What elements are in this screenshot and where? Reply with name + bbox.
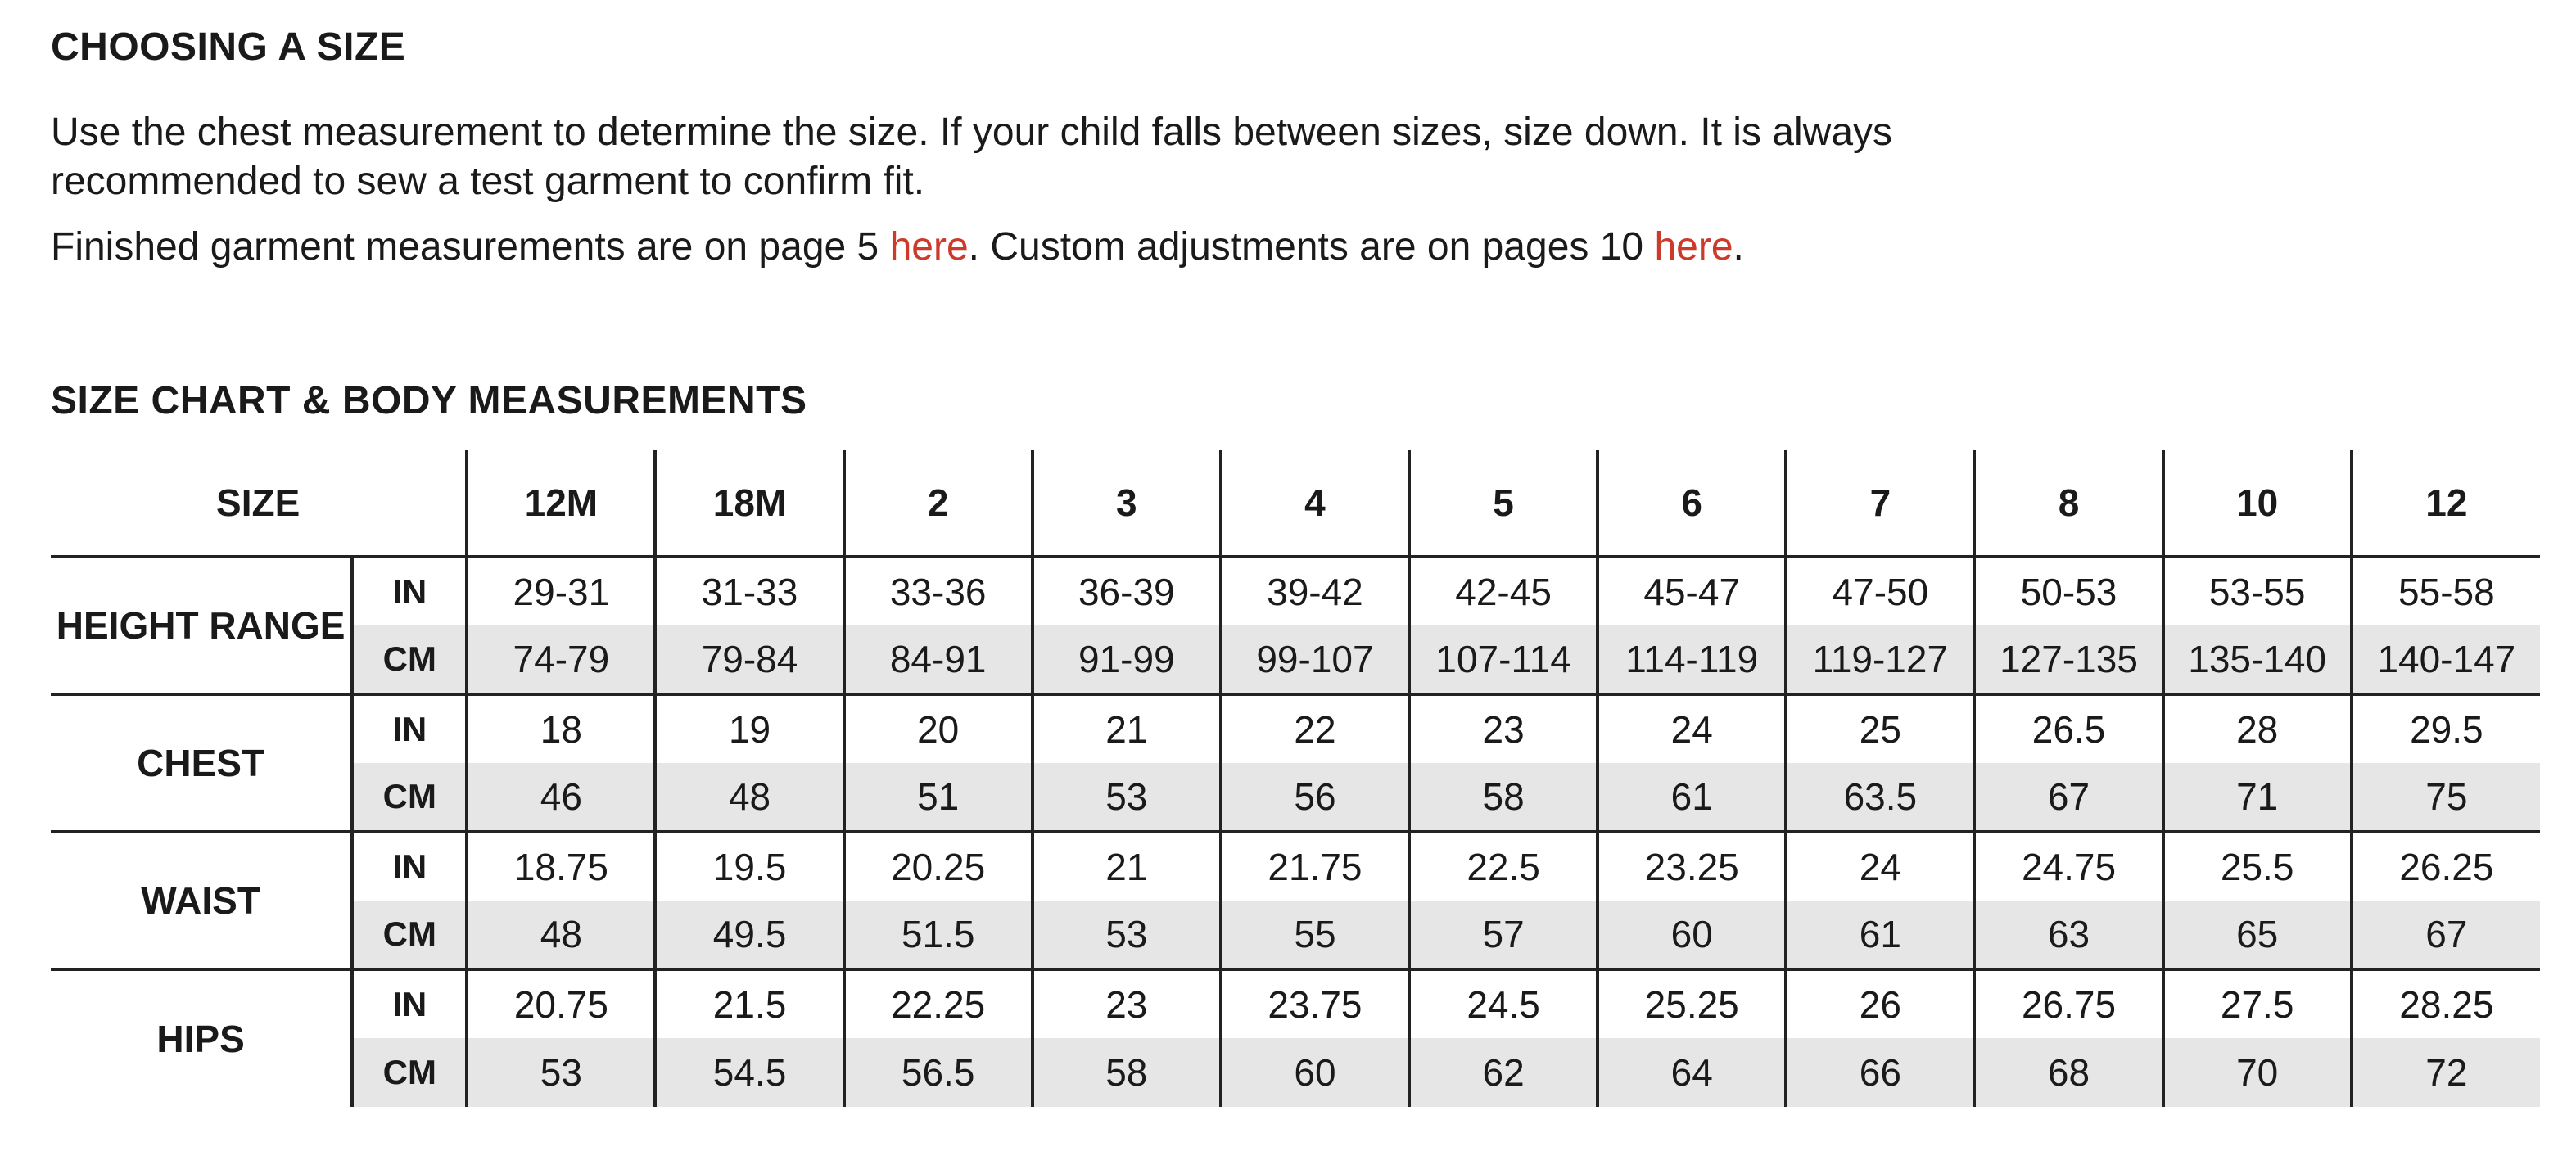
measurement-cell: 36-39 [1033, 557, 1221, 625]
measurement-cell: 55 [1221, 901, 1409, 969]
measurement-cell: 39-42 [1221, 557, 1409, 625]
measurement-cell: 26.5 [1974, 694, 2162, 763]
measurement-cell: 99-107 [1221, 625, 1409, 694]
size-header-cell: 5 [1409, 450, 1598, 557]
measurement-cell: 53 [467, 1038, 655, 1107]
unit-label: IN [352, 969, 467, 1038]
measurement-row [51, 901, 2540, 969]
measurement-cell: 18.75 [467, 832, 655, 901]
measurement-cell: 21 [1033, 694, 1221, 763]
measurement-cell: 65 [2163, 901, 2352, 969]
size-header-cell: 2 [844, 450, 1033, 557]
size-column-header: SIZE [51, 450, 467, 557]
measurement-row [51, 969, 2540, 1038]
measurement-cell: 67 [2352, 901, 2540, 969]
measurement-cell: 127-135 [1974, 625, 2162, 694]
measurement-cell: 19 [655, 694, 843, 763]
size-header-cell: 4 [1221, 450, 1409, 557]
unit-label: CM [352, 1038, 467, 1107]
reference-text-c: . [1733, 225, 1744, 269]
measurement-cell: 24 [1786, 832, 1974, 901]
measurement-cell: 114-119 [1598, 625, 1786, 694]
measurement-cell: 79-84 [655, 625, 843, 694]
measurement-cell: 53 [1033, 901, 1221, 969]
unit-label: CM [352, 625, 467, 694]
measurement-cell: 31-33 [655, 557, 843, 625]
measurement-cell: 23 [1409, 694, 1598, 763]
measurement-row [51, 557, 2540, 625]
measurement-cell: 135-140 [2163, 625, 2352, 694]
size-header-cell: 10 [2163, 450, 2352, 557]
measurement-cell: 25.5 [2163, 832, 2352, 901]
unit-label: CM [352, 901, 467, 969]
measurement-cell: 25.25 [1598, 969, 1786, 1038]
measurement-cell: 29.5 [2352, 694, 2540, 763]
measurement-cell: 56 [1221, 763, 1409, 832]
measurement-cell: 20 [844, 694, 1033, 763]
measurement-cell: 48 [655, 763, 843, 832]
measurement-cell: 45-47 [1598, 557, 1786, 625]
measurement-group-label: HIPS [156, 1018, 245, 1060]
measurement-cell: 67 [1974, 763, 2162, 832]
measurement-cell: 58 [1409, 763, 1598, 832]
measurement-cell: 18 [467, 694, 655, 763]
measurement-row [51, 832, 2540, 901]
size-header-cell: 3 [1033, 450, 1221, 557]
measurement-cell: 61 [1598, 763, 1786, 832]
measurement-cell: 23.25 [1598, 832, 1786, 901]
measurement-cell: 71 [2163, 763, 2352, 832]
measurement-cell: 22.25 [844, 969, 1033, 1038]
measurement-cell: 91-99 [1033, 625, 1221, 694]
measurement-cell: 56.5 [844, 1038, 1033, 1107]
custom-adjustments-link[interactable]: here [1654, 225, 1733, 269]
measurement-cell: 47-50 [1786, 557, 1974, 625]
measurement-cell: 75 [2352, 763, 2540, 832]
size-chart-table [51, 450, 2540, 1107]
measurement-cell: 57 [1409, 901, 1598, 969]
measurement-cell: 22 [1221, 694, 1409, 763]
size-header-cell: 6 [1598, 450, 1786, 557]
measurement-cell: 62 [1409, 1038, 1598, 1107]
measurement-cell: 27.5 [2163, 969, 2352, 1038]
reference-links-paragraph [51, 223, 2065, 272]
measurement-cell: 48 [467, 901, 655, 969]
size-header-row [51, 450, 2540, 557]
size-header-cell: 18M [655, 450, 843, 557]
measurement-cell: 51 [844, 763, 1033, 832]
unit-label: CM [352, 763, 467, 832]
finished-measurements-link[interactable]: here [889, 225, 969, 269]
measurement-cell: 20.25 [844, 832, 1033, 901]
measurement-cell: 60 [1221, 1038, 1409, 1107]
measurement-cell: 64 [1598, 1038, 1786, 1107]
measurement-cell: 46 [467, 763, 655, 832]
measurement-cell: 26.25 [2352, 832, 2540, 901]
size-chart-heading: SIZE CHART & BODY MEASUREMENTS [51, 379, 807, 422]
measurement-cell: 22.5 [1409, 832, 1598, 901]
size-header-cell: 8 [1974, 450, 2162, 557]
measurement-row [51, 1038, 2540, 1107]
measurement-cell: 50-53 [1974, 557, 2162, 625]
measurement-cell: 28 [2163, 694, 2352, 763]
measurement-cell: 21.5 [655, 969, 843, 1038]
reference-text-a: Finished garment measurements are on page 5 [51, 225, 890, 269]
measurement-cell: 51.5 [844, 901, 1033, 969]
measurement-cell: 21 [1033, 832, 1221, 901]
measurement-cell: 61 [1786, 901, 1974, 969]
measurement-cell: 53 [1033, 763, 1221, 832]
measurement-cell: 42-45 [1409, 557, 1598, 625]
unit-label: IN [352, 694, 467, 763]
size-header-cell: 7 [1786, 450, 1974, 557]
measurement-group-label: WAIST [51, 832, 352, 969]
unit-label: IN [352, 557, 467, 625]
measurement-cell: 74-79 [467, 625, 655, 694]
measurement-cell: 29-31 [467, 557, 655, 625]
measurement-cell: 70 [2163, 1038, 2352, 1107]
size-header-cell: 12M [467, 450, 655, 557]
measurement-group-label: CHEST [51, 694, 352, 832]
measurement-cell: 33-36 [844, 557, 1033, 625]
measurement-cell: 21.75 [1221, 832, 1409, 901]
measurement-cell: 58 [1033, 1038, 1221, 1107]
measurement-cell: 28.25 [2352, 969, 2540, 1038]
size-header-cell: 12 [2352, 450, 2540, 557]
measurement-cell: 24.5 [1409, 969, 1598, 1038]
measurement-group-label: HEIGHT RANGE [51, 557, 352, 694]
measurement-cell: 107-114 [1409, 625, 1598, 694]
measurement-cell: 53-55 [2163, 557, 2352, 625]
measurement-row [51, 763, 2540, 832]
measurement-cell: 68 [1974, 1038, 2162, 1107]
measurement-cell: 60 [1598, 901, 1786, 969]
measurement-row [51, 694, 2540, 763]
measurement-cell: 55-58 [2352, 557, 2540, 625]
measurement-cell: 63.5 [1786, 763, 1974, 832]
reference-text-b: . Custom adjustments are on pages 10 [968, 225, 1655, 269]
measurement-cell: 26.75 [1974, 969, 2162, 1038]
measurement-cell: 26 [1786, 969, 1974, 1038]
measurement-cell: 24.75 [1974, 832, 2162, 901]
measurement-row [51, 625, 2540, 694]
choosing-size-heading: CHOOSING A SIZE [51, 25, 406, 69]
measurement-rows [51, 557, 2540, 1107]
measurement-cell: 23 [1033, 969, 1221, 1038]
measurement-cell: 49.5 [655, 901, 843, 969]
measurement-cell: 119-127 [1786, 625, 1974, 694]
measurement-cell: 20.75 [467, 969, 655, 1038]
unit-label: IN [352, 832, 467, 901]
measurement-cell: 66 [1786, 1038, 1974, 1107]
size-instructions-paragraph: Use the chest measurement to determine the size. If your child falls between sizes, size down. It is always recommended to sew a test garment to confirm fit. [51, 111, 1893, 203]
measurement-cell: 84-91 [844, 625, 1033, 694]
measurement-cell: 140-147 [2352, 625, 2540, 694]
measurement-cell: 19.5 [655, 832, 843, 901]
measurement-cell: 72 [2352, 1038, 2540, 1107]
measurement-cell: 23.75 [1221, 969, 1409, 1038]
measurement-cell: 24 [1598, 694, 1786, 763]
measurement-cell: 25 [1786, 694, 1974, 763]
measurement-cell: 54.5 [655, 1038, 843, 1107]
measurement-cell: 63 [1974, 901, 2162, 969]
